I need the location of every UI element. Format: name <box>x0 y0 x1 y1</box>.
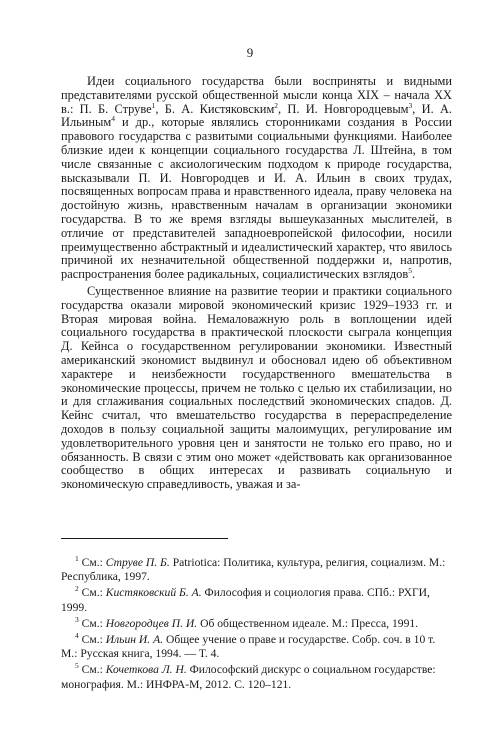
footnote-author: Кочеткова Л. Н. <box>105 663 187 677</box>
paragraph-text: . <box>411 267 416 282</box>
footnote <box>61 614 452 631</box>
footnote-author: Кистяковский Б. А. <box>105 586 202 600</box>
footnote-number: 2 <box>75 584 79 594</box>
footnote-prefix: См.: <box>81 616 106 630</box>
body-text <box>61 75 452 495</box>
footnote-author: Ильин И. А. <box>105 633 164 647</box>
footnote-text: Об общественном идеале. М.: Пресса, 1991. <box>197 616 419 630</box>
footnote-author: Новгородцев П. И. <box>105 616 198 630</box>
footnote-reference[interactable]: 1 <box>151 100 156 110</box>
footnote-author: Струве П. Б. <box>105 556 170 569</box>
footnote-reference[interactable]: 2 <box>274 100 279 110</box>
footnote-text: Patriotica: Политика, культура, религия, социализм. М.: Республика, 1997. <box>61 556 446 584</box>
footnote <box>61 663 452 691</box>
footnote-reference[interactable]: 4 <box>111 114 115 124</box>
paragraph <box>61 285 452 492</box>
footnote <box>61 556 452 584</box>
footnote-number: 4 <box>75 631 79 641</box>
footnote-reference[interactable]: 5 <box>408 266 412 276</box>
footnote-text: Общее учение о праве и государстве. Собр. соч. в 10 т. М.: Русская книга, 1994. — Т. 4. <box>61 633 436 661</box>
paragraph-text: , П. И. Новгородцевым <box>278 101 409 116</box>
paragraph-text: и др., которые являлись сторонниками создания в России правового государства с развитыми социальными функциями. Наиболее близкие идеи к концепции социального государства Л. Штейна, в том числе связанные с аксиологическим подходом к природе государства, высказывали П. И. Новгородцев и И. А. Ильин в своих трудах, посвященных вопросам права и нравственного идеала, праву человека на достойную жизнь, нравственным началам в организации экономики государства. В то же время взгляды вышеуказанных мыслителей, в отличие от представителей западноевропейской философии, носили преимущественно абстрактный и идеалистический характер, что явилось причиной их незначительной общественной поддержки и, напротив, распространения более радикальных, социалистических взглядов <box>61 115 452 282</box>
footnote-prefix: См.: <box>81 633 106 647</box>
paragraph <box>61 75 452 282</box>
footnote-number: 1 <box>75 554 79 564</box>
paragraph-text: Существенное влияние на развитие теории и практики социального государства оказали мировой экономический кризис 1929–1933 гг. и Вторая мировая война. Немаловажную роль в воплощении идей социального государства в практической плоскости сыграла концепция Д. Кейнса о государственном регулировании экономики. Известный американский экономист выдвинул и обосновал идею об объективном характере и неизбежности государственного вмешательства в экономические процессы, причем не только с целью их стабилизации, но и для сглаживания социальных последствий экономических спадов. Д. Кейнс считал, что вмешательство государства в перераспределение доходов в пользу социальной защиты малоимущих, регулирование им удовлетворительного уровня цен и занятости не только его право, но и обязанность. В связи с этим оно может «действовать как организованное сообщество в общих интересах и развивать социальную и экономическую справедливость, уважая и за- <box>61 283 452 492</box>
footnote-text: Философский дискурс о социальном государстве: монография. М.: ИНФРА-М, 2012. С. 120–121. <box>61 663 436 691</box>
page-number: 9 <box>246 45 254 60</box>
footnote-reference[interactable]: 3 <box>408 100 413 110</box>
footnotes <box>61 556 452 694</box>
footnote-prefix: См.: <box>81 586 106 600</box>
footnote-number: 5 <box>75 661 79 671</box>
paragraph-text: , И. А. Ильиным <box>61 101 453 130</box>
footnote <box>61 586 452 614</box>
paragraph-text: , Б. А. Кистяковским <box>155 101 275 116</box>
footnote <box>61 633 452 661</box>
footnote-separator <box>61 538 228 539</box>
footnote-text: Философия и социология права. СПб.: РХГИ, 1999. <box>61 586 430 614</box>
paragraph-text: Идеи социального государства были восприняты и видными представителями русской общественной мысли конца XIX – начала XX в.: П. Б. Струве <box>61 74 452 116</box>
footnote-prefix: См.: <box>81 663 106 677</box>
footnote-prefix: См.: <box>81 556 106 569</box>
footnote-number: 3 <box>75 614 79 624</box>
